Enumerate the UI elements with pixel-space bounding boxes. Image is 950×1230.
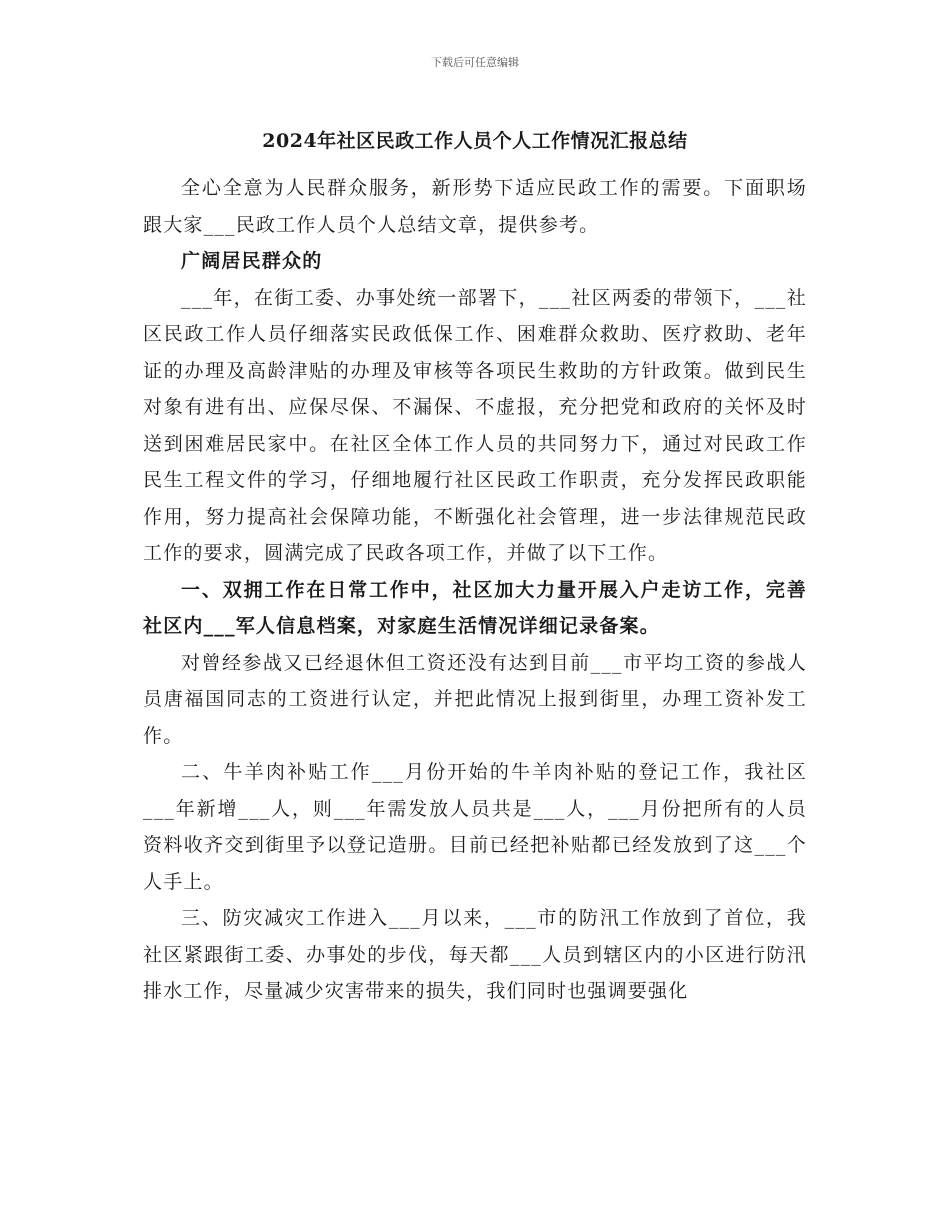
paragraph-overview: ___年，在街工委、办事处统一部署下，___社区两委的带领下，___社区民政工作人员仔细落实民政低保工作、困难群众救助、医疗救助、老年证的办理及高龄津贴的办理及审核等各项民生救助的方针政策。做到民生对象有进有出、应保尽保、不漏保、不虚报，充分把党和政府的关怀及时送到困难居民家中。在社区全体工作人员的共同努力下，通过对民政工作民生工程文件的学习，仔细地履行社区民政工作职责，充分发挥民政职能作用，努力提高社会保障功能，不断强化社会管理，进一步法律规范民政工作的要求，圆满完成了民政各项工作，并做了以下工作。: [143, 286, 807, 564]
paragraph-section-1-body: 对曾经参战又已经退休但工资还没有达到目前___市平均工资的参战人员唐福国同志的工资进行认定，并把此情况上报到街里，办理工资补发工作。: [143, 651, 807, 747]
paragraph-section-2: 二、牛羊肉补贴工作___月份开始的牛羊肉补贴的登记工作，我社区___年新增___人，则___年需发放人员共是___人，___月份把所有的人员资料收齐交到街里予以登记造册。目前已经把补贴都已经发放到了这___个人手上。: [143, 761, 807, 893]
paragraph-heading: 广阔居民群众的: [181, 250, 323, 272]
paragraph-section-3: 三、防灾减灾工作进入___月以来，___市的防汛工作放到了首位，我社区紧跟街工委、办事处的步伐，每天都___人员到辖区内的小区进行防汛排水工作，尽量减少灾害带来的损失，我们同时也强调要强化: [143, 907, 807, 1002]
document-title: 2024年社区民政工作人员个人工作情况汇报总结: [262, 130, 688, 152]
paragraph-intro: 全心全意为人民群众服务，新形势下适应民政工作的需要。下面职场跟大家___民政工作人员个人总结文章，提供参考。: [143, 177, 807, 236]
document-body: [143, 170, 807, 1010]
paragraph-section-1-heading: 一、双拥工作在日常工作中，社区加大力量开展入户走访工作，完善社区内___军人信息档案，对家庭生活情况详细记录备案。: [143, 578, 807, 637]
header-note: 下载后可任意编辑: [431, 56, 519, 69]
